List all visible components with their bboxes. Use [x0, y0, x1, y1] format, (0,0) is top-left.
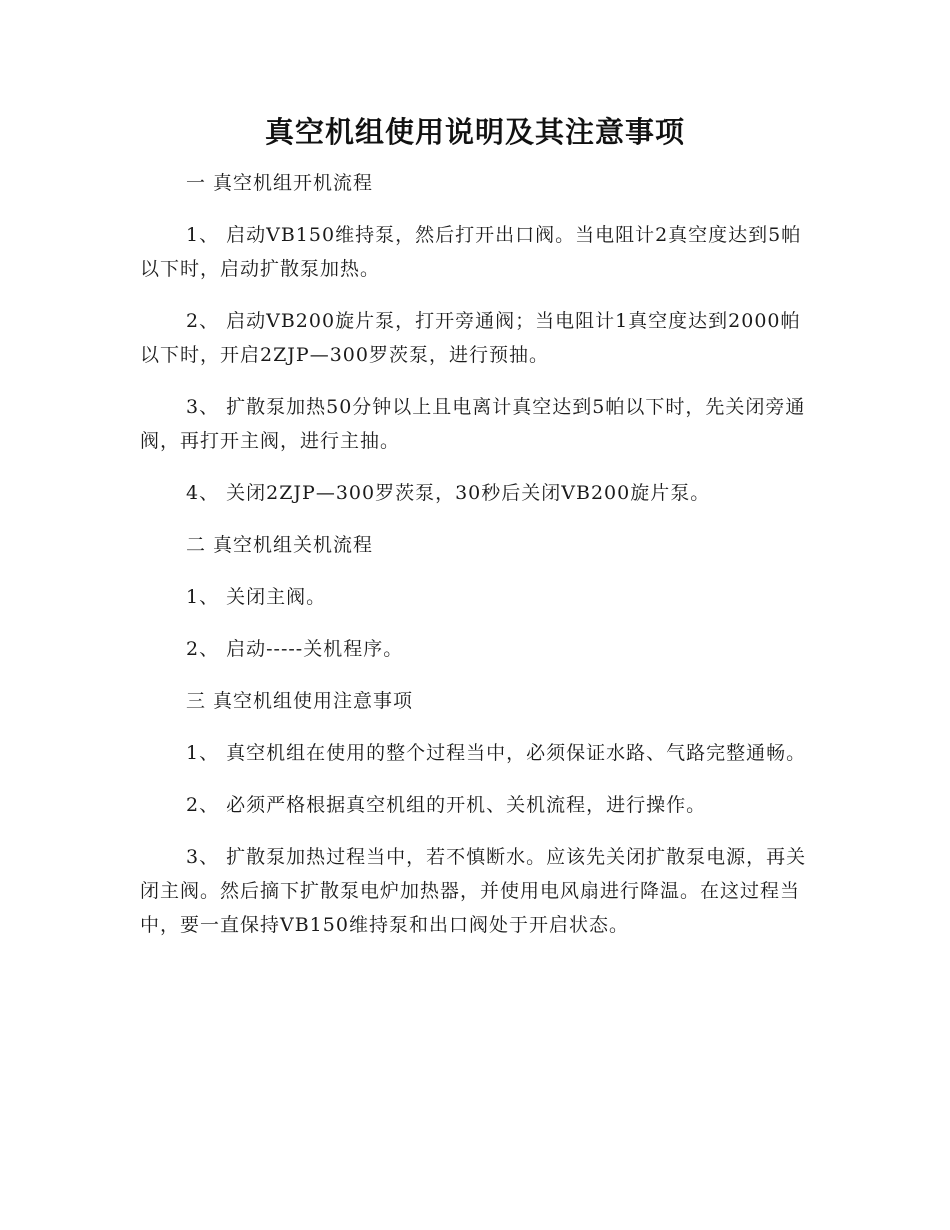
list-item: 3、 扩散泵加热50分钟以上且电离计真空达到5帕以下时，先关闭旁通阀，再打开主阀，进行主抽。: [140, 396, 806, 452]
list-item: 2、 启动-----关机程序。: [186, 638, 404, 660]
list-item: 2、 必须严格根据真空机组的开机、关机流程，进行操作。: [186, 794, 707, 816]
section-heading: 三 真空机组使用注意事项: [186, 690, 414, 712]
list-item: 1、 关闭主阀。: [186, 586, 327, 608]
section-heading: 一 真空机组开机流程: [186, 172, 374, 194]
list-item: 4、 关闭2ZJP—300罗茨泵，30秒后关闭VB200旋片泵。: [186, 482, 711, 504]
list-item: 2、 启动VB200旋片泵，打开旁通阀；当电阻计1真空度达到2000帕以下时，开启2ZJP—300罗茨泵，进行预抽。: [140, 310, 801, 366]
document-title: 真空机组使用说明及其注意事项: [264, 115, 685, 149]
list-item: 3、 扩散泵加热过程当中，若不慎断水。应该先关闭扩散泵电源，再关闭主阀。然后摘下扩散泵电炉加热器，并使用电风扇进行降温。在这过程当中，要一直保持VB150维持泵和出口阀处于开启状态。: [140, 846, 807, 936]
list-item: 1、 启动VB150维持泵，然后打开出口阀。当电阻计2真空度达到5帕以下时，启动扩散泵加热。: [140, 224, 802, 280]
list-item: 1、 真空机组在使用的整个过程当中，必须保证水路、气路完整通畅。: [186, 742, 807, 764]
document-body: [140, 166, 812, 960]
section-heading: 二 真空机组关机流程: [186, 534, 374, 556]
